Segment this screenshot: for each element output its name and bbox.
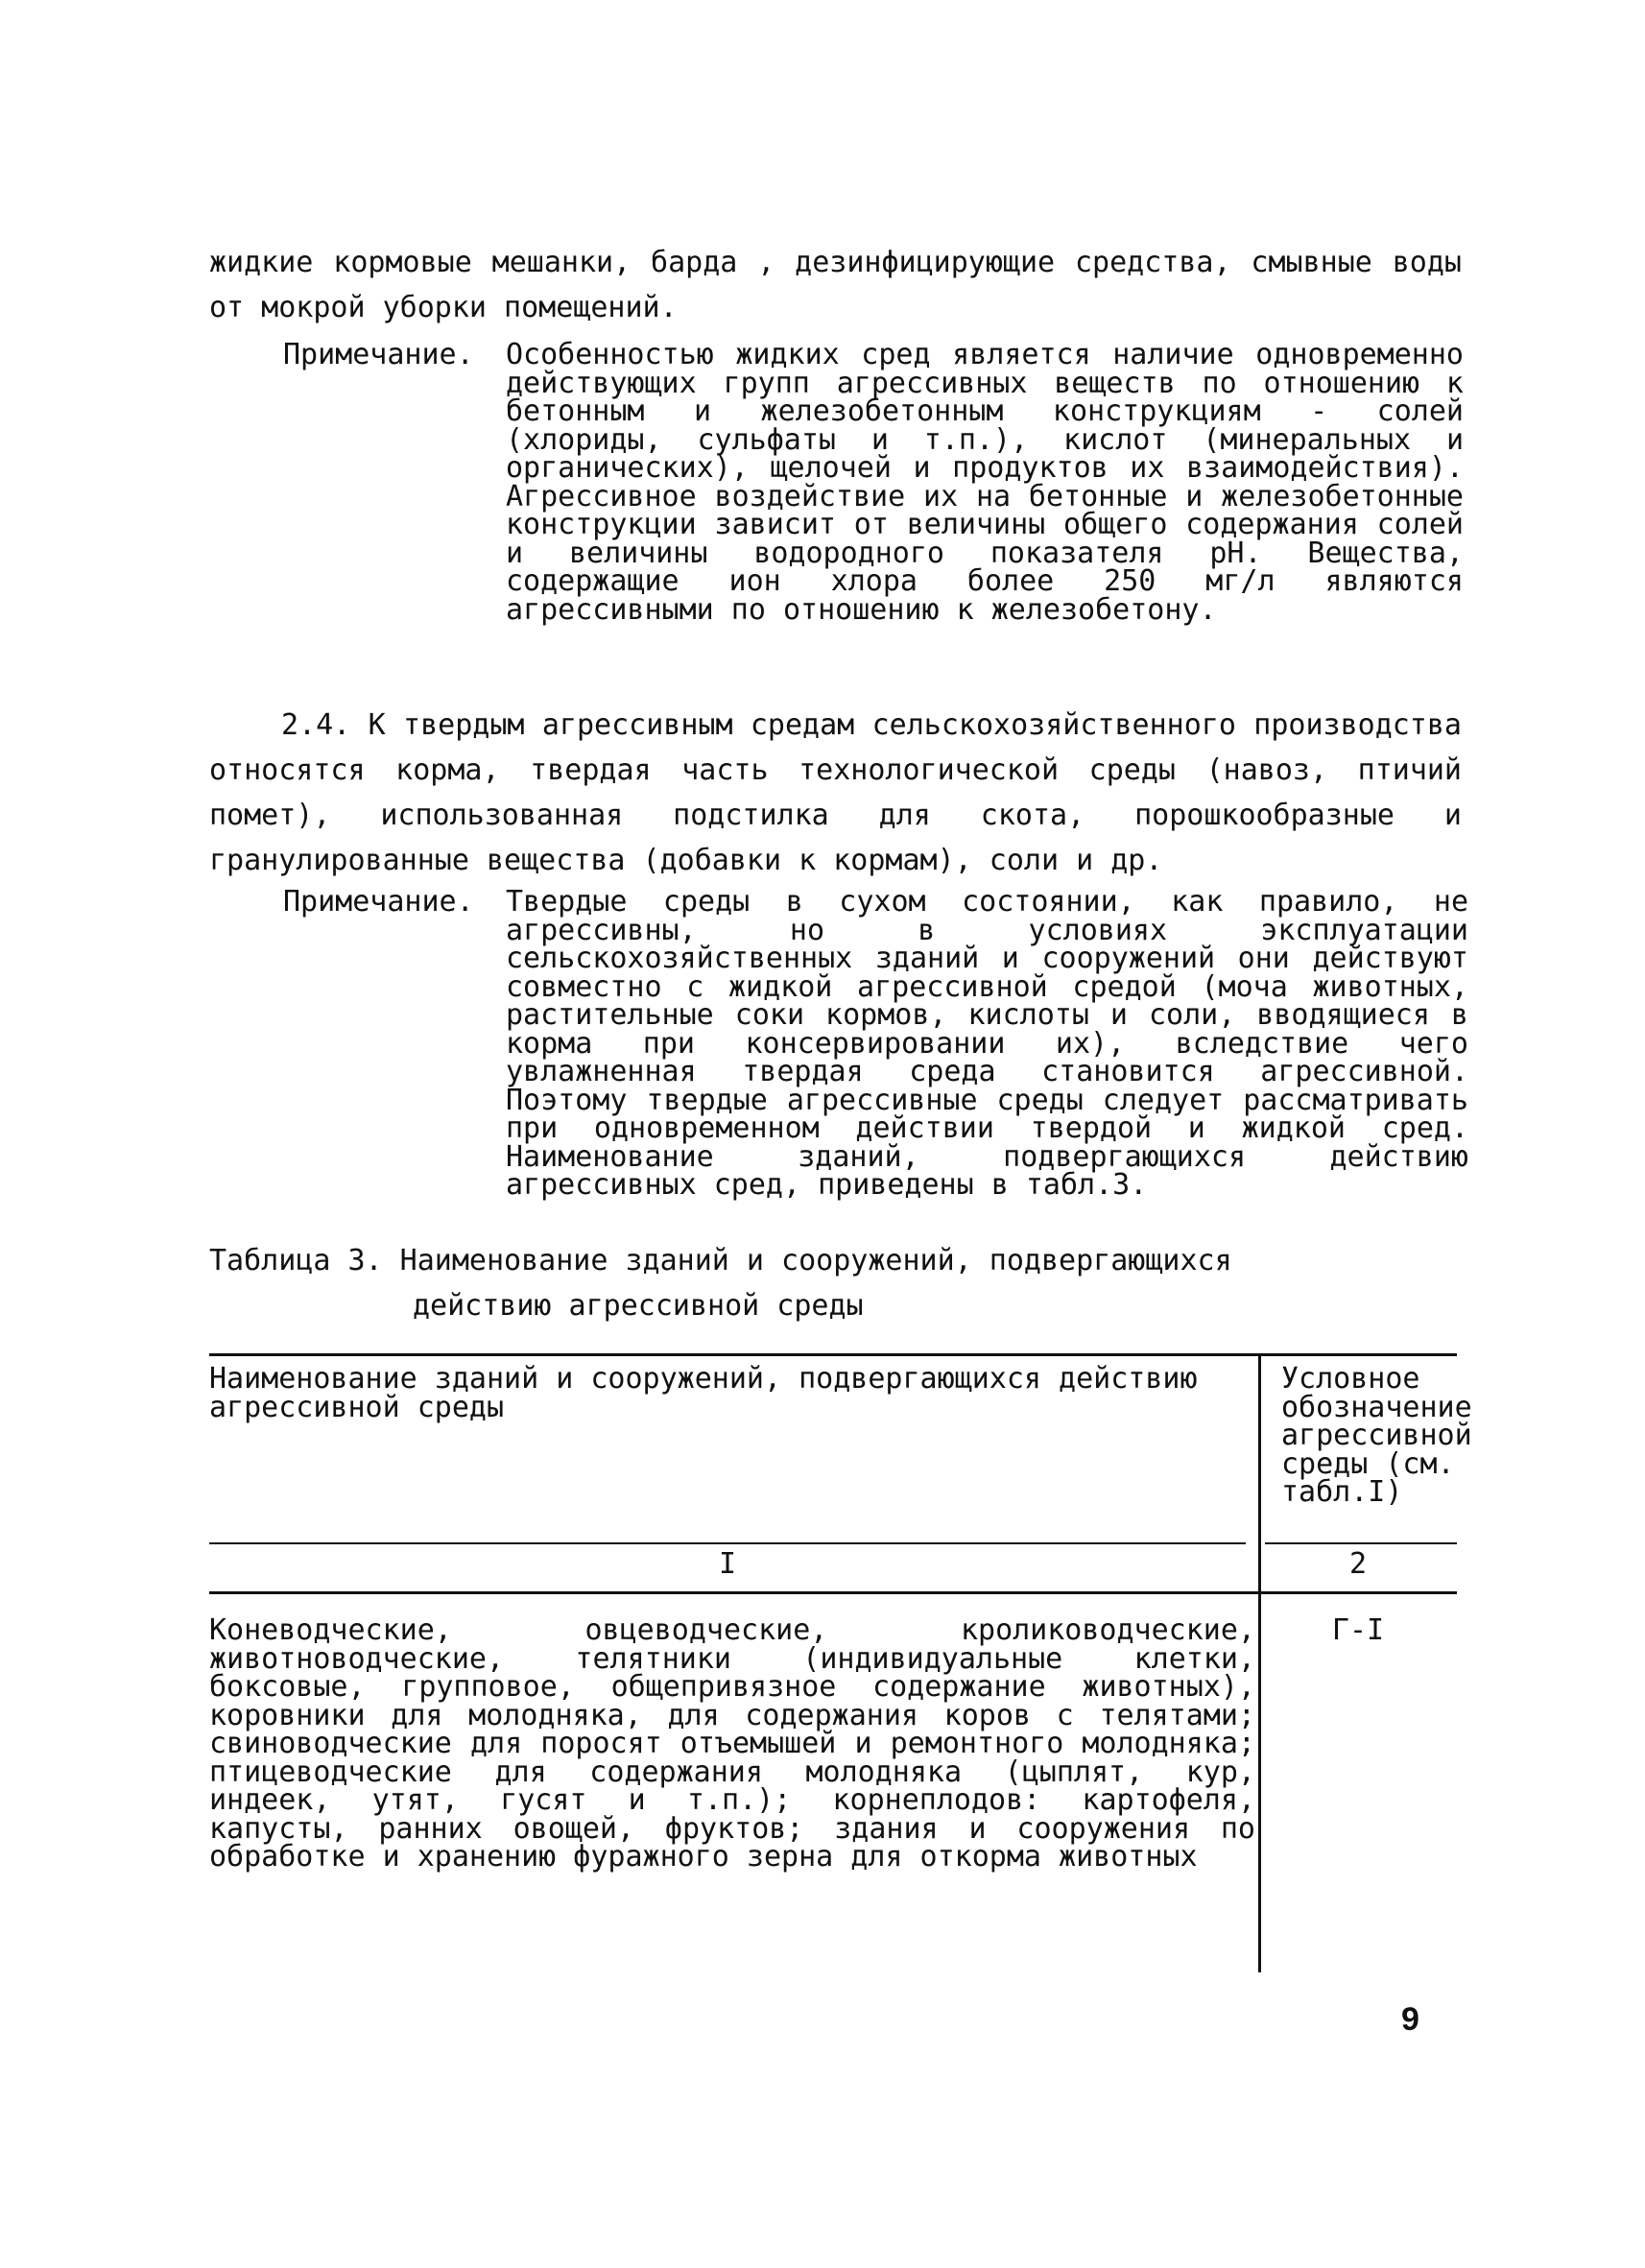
page-number: 9 <box>1401 2001 1419 2038</box>
table-column-number-2: 2 <box>1348 1547 1368 1581</box>
table-top-rule <box>209 1353 1457 1356</box>
table-header-bottom-rule-left <box>209 1542 1246 1544</box>
table-column-divider <box>1258 1353 1261 1972</box>
table-row-name: Коневодческие, овцеводческие, кролиководческие, животноводческие, телятники (индивидуальные клетки, боксовые, групповое, общепривязное содержание животных), коровники для молодняка, для содержания коров с телятами; свиноводческие для поросят отъемышей и ремонтного молодняка; птицеводческие для содержания молодняка (цыплят, кур, индеек, утят, гусят и т.п.); корнеплодов: картофеля, капусты, ранних овощей, фруктов; здания и сооружения по обработке и хранению фуражного зерна для откорма животных <box>209 1613 1255 1874</box>
table-row-code: Г-I <box>1331 1613 1385 1647</box>
table-3-caption-line2: действию агрессивной среды <box>413 1289 864 1323</box>
note-2 <box>283 885 1468 1233</box>
note-1-text: Особенностью жидких сред является наличие одновременно действующих групп агрессивных веществ по отношению к бетонным и железобетонным конструкциям - солей (хлориды, сульфаты и т.п.), кислот (минеральных и органических), щелочей и продуктов их взаимодействия). Агрессивное воздействие их на бетонные и железобетонные конструкции зависит от величины общего содержания солей и величины водородного показателя pH. Вещества, содержащие ион хлора более 250 мг/л являются агрессивными по отношению к железобетону. <box>506 338 1464 627</box>
table-header-name: Наименование зданий и сооружений, подвергающихся действию агрессивной среды <box>209 1362 1198 1424</box>
note-1 <box>283 338 1464 667</box>
section-2-4-paragraph: 2.4. К твердым агрессивным средам сельскохозяйственного производства относятся корма, твердая часть технологической среды (навоз, птичий помет), использованная подстилка для скота, порошкообразные и гранулированные вещества (добавки к кормам), соли и др. <box>209 708 1462 877</box>
table-3-caption-line1: Таблица 3. Наименование зданий и сооружений, подвергающихся <box>209 1244 1232 1277</box>
table-header-code: Условное обозначение агрессивной среды (см. табл.I) <box>1281 1362 1472 1509</box>
note-2-text: Твердые среды в сухом состоянии, как правило, не агрессивны, но в условиях эксплуатации сельскохозяйственных зданий и сооружений они действуют совместно с жидкой агрессивной средой (моча животных, растительные соки кормов, кислоты и соли, вводящиеся в корма при консервировании их), вследствие чего увлажненная твердая среда становится агрессивной. Поэтому твердые агрессивные среды следует рассматривать при одновременном действии твердой и жидкой сред. Наименование зданий, подвергающихся действию агрессивных сред, приведены в табл.3. <box>506 885 1468 1202</box>
note-2-label: Примечание. <box>283 885 474 919</box>
table-column-number-1: I <box>718 1547 737 1581</box>
table-3-caption <box>209 1238 1457 1328</box>
paragraph-continuation: жидкие кормовые мешанки, барда , дезинфицирующие средства, смывные воды от мокрой уборки помещений. <box>209 246 1462 324</box>
note-1-label: Примечание. <box>283 338 474 371</box>
table-colnum-bottom-rule <box>209 1591 1457 1594</box>
table-header-bottom-rule-right <box>1265 1542 1457 1544</box>
